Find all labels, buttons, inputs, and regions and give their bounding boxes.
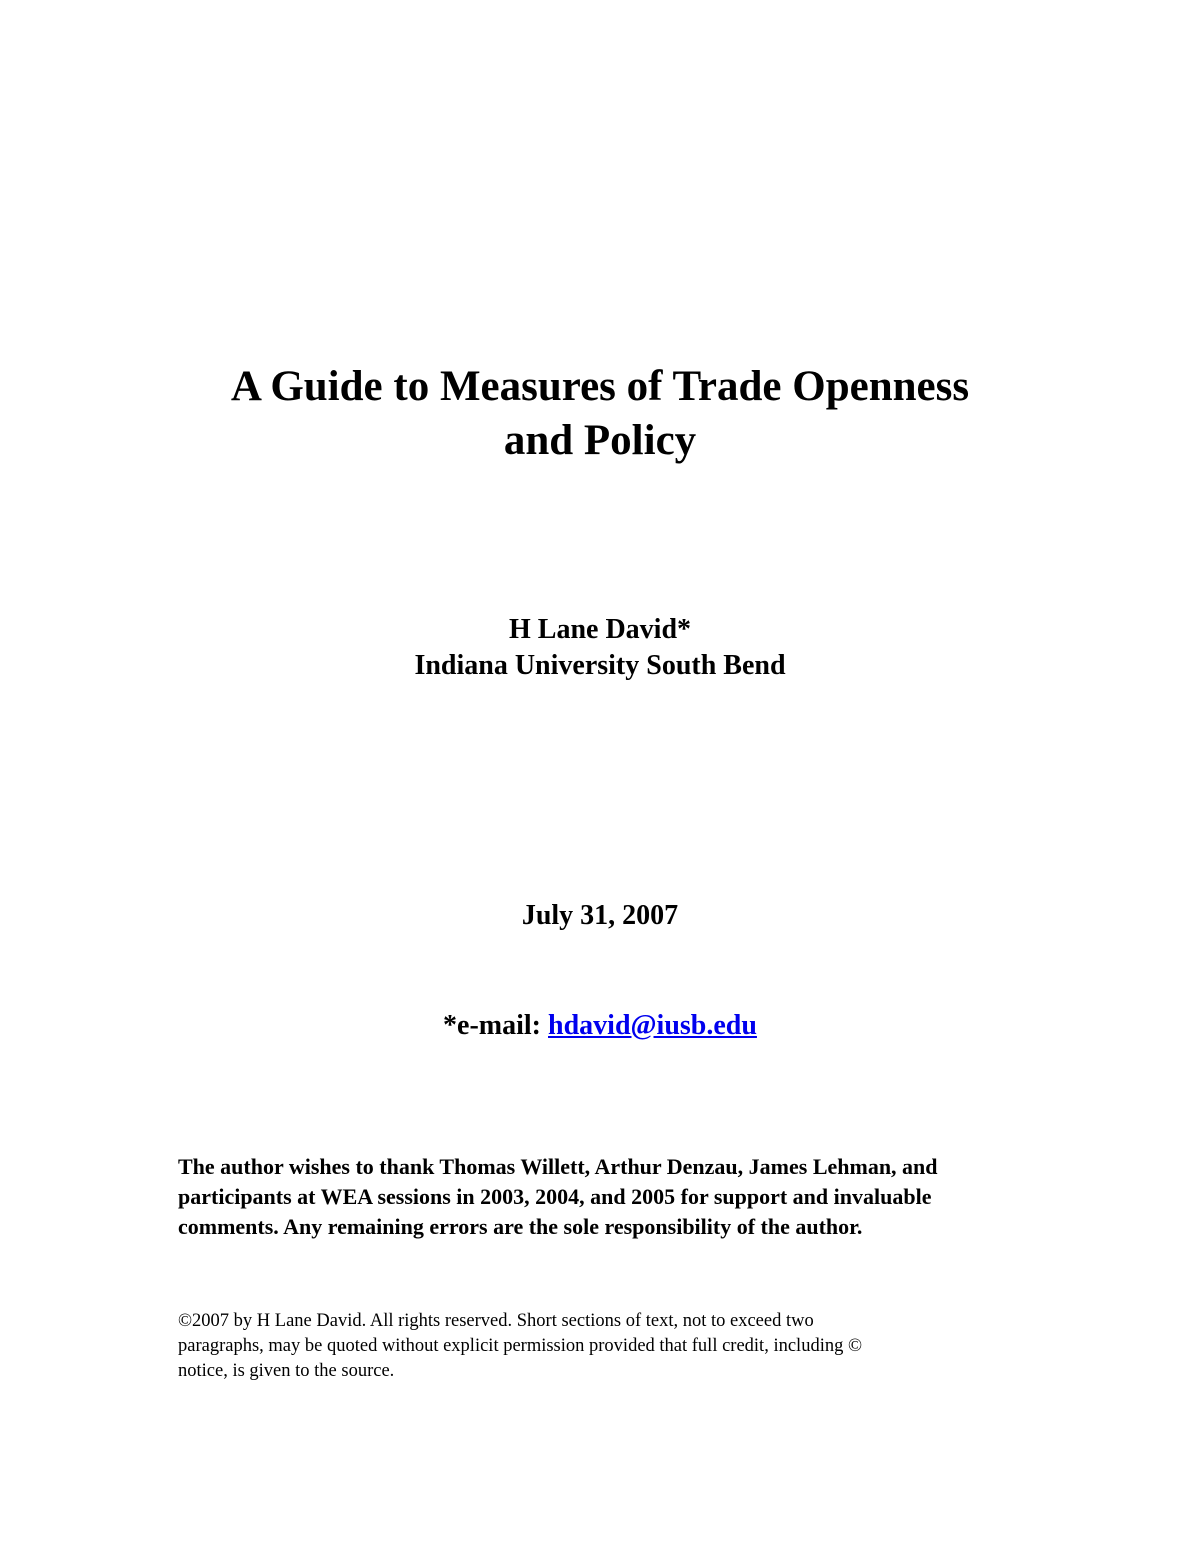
title-line-1: A Guide to Measures of Trade Openness [230,363,970,410]
author-affiliation: Indiana University South Bend [414,650,786,681]
title-line-2: and Policy [503,417,697,464]
copyright-notice [178,1309,1038,1384]
copyright-line-2: paragraphs, may be quoted without explicit permission provided that full credit, including © [178,1336,863,1356]
document-date: July 31, 2007 [521,900,679,931]
acknowledgement-line-1: The author wishes to thank Thomas Willett, Arthur Denzau, James Lehman, and [178,1154,938,1179]
copyright-line-1: ©2007 by H Lane David. All rights reserved. Short sections of text, not to exceed two [178,1311,814,1331]
author-name: H Lane David* [508,614,692,645]
contact-line [0,1008,1200,1044]
email-link[interactable]: hdavid@iusb.edu [548,1010,757,1041]
acknowledgement-paragraph [178,1152,1038,1242]
author-block [0,612,1200,684]
acknowledgement-line-2: participants at WEA sessions in 2003, 2004, and 2005 for support and invaluable [178,1184,932,1209]
email-label: *e-mail: [443,1010,549,1041]
copyright-line-3: notice, is given to the source. [178,1361,395,1381]
document-title [0,360,1200,468]
acknowledgement-line-3: comments. Any remaining errors are the sole responsibility of the author. [178,1214,863,1239]
